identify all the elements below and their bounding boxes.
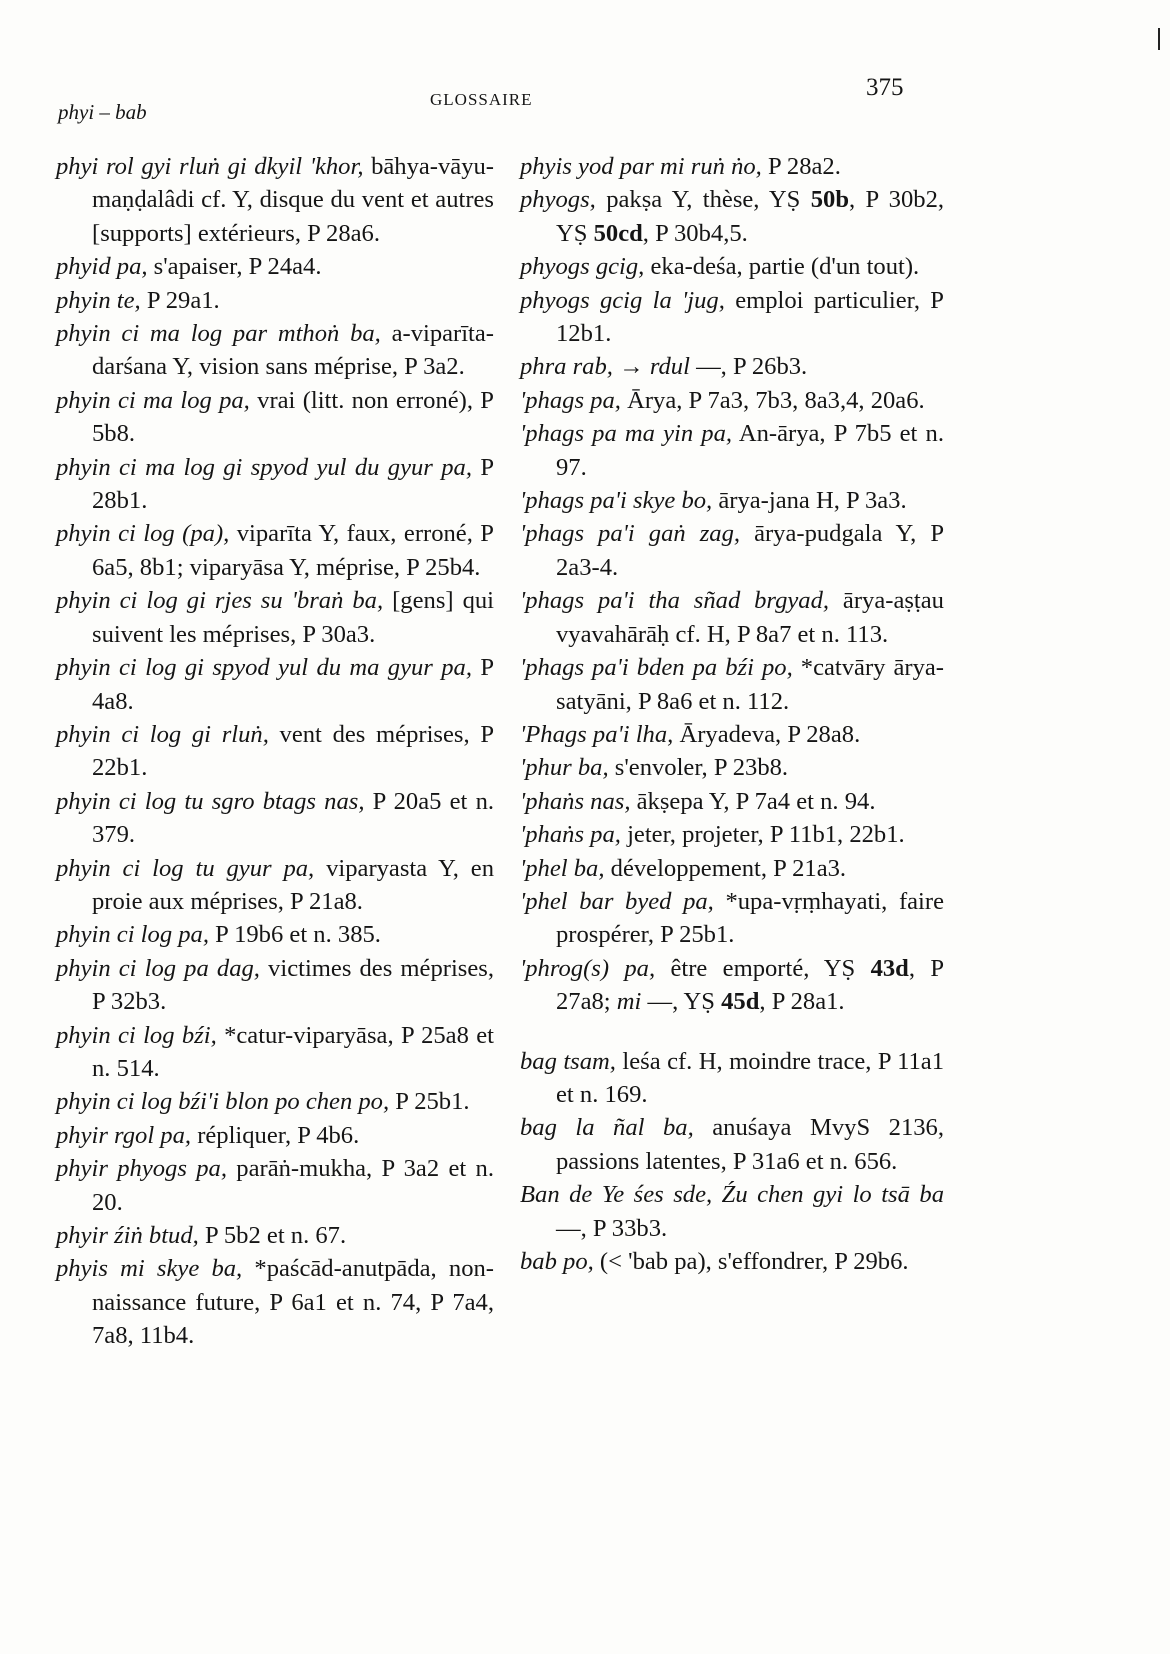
headword: phyin ci log tu sgro btags nas, (56, 787, 365, 815)
bold-reference: 50cd (587, 219, 643, 247)
headword: 'phags pa'i skye bo, (520, 487, 713, 515)
headword: 'phur ba, (520, 754, 609, 782)
entry-text: , P 30b2, YṢ (556, 186, 945, 247)
glossary-entry (56, 852, 494, 919)
entry-text: bāhya-vāyu-maṇḍalâdi cf. Y, disque du vent et autres [supports] extérieurs, P 28a6. (92, 153, 494, 247)
headword: phyis mi skye ba, (56, 1255, 243, 1283)
glossary-entry (520, 1178, 944, 1245)
glossary-entry (56, 250, 494, 283)
headword: phyogs gcig la 'jug, (520, 286, 725, 314)
glossary-entry (520, 250, 944, 283)
entry-text: P 25b1. (389, 1088, 470, 1116)
glossary-entry (520, 584, 944, 651)
headword: bag la ñal ba, (520, 1114, 694, 1142)
entry-text: *upa-vṛṃhayati, faire prospérer, P 25b1. (556, 887, 944, 949)
running-head-left: phyi – bab (58, 100, 147, 124)
running-head-title: GLOSSAIRE (430, 90, 533, 109)
glossary-entry (56, 1119, 494, 1152)
entry-text: → (612, 353, 650, 381)
headword: 'phags pa'i tha sñad brgyad, (520, 587, 830, 615)
entry-text: —, P 33b3. (556, 1214, 668, 1242)
headword: phyir phyogs pa, (56, 1155, 227, 1183)
entry-text: ākṣepa Y, P 7a4 et n. 94. (630, 787, 876, 815)
bold-reference: 45d (714, 988, 760, 1016)
glossary-entry (56, 1219, 494, 1252)
headword: phyin ci ma log par mthoṅ ba, (56, 320, 381, 348)
entry-text: jeter, projeter, P 11b1, 22b1. (620, 821, 905, 849)
entry-text: eka-deśa, partie (d'un tout). (644, 253, 920, 281)
entry-text: Ārya, P 7a3, 7b3, 8a3,4, 20a6. (620, 386, 925, 414)
glossary-entry (520, 384, 944, 417)
bold-reference: 50b (800, 186, 850, 214)
glossary-entry (520, 517, 944, 584)
glossary-entry (520, 183, 944, 250)
glossary-entry (56, 651, 494, 718)
entry-text: , P 28a1. (759, 988, 845, 1016)
headword: 'phags pa'i bden pa bźi po, (520, 654, 793, 682)
entry-text: anuśaya MvyS 2136, passions latentes, P 31a6 et n. 656. (556, 1114, 944, 1175)
glossary-entry (56, 785, 494, 852)
entry-text: s'envoler, P 23b8. (608, 754, 789, 782)
glossary-entry (56, 584, 494, 651)
entry-text: *catur-viparyāsa, P 25a8 et n. 514. (92, 1021, 494, 1082)
headword: 'phags pa'i gaṅ zag, (520, 520, 741, 548)
glossary-entry (520, 350, 944, 383)
entry-text: emploi particulier, P 12b1. (556, 286, 944, 348)
glossary-entry (56, 718, 494, 785)
headword: phyin ci log tu gyur pa, (56, 854, 315, 882)
headword: bag tsam, (520, 1047, 616, 1075)
headword: phyin ci log gi rluṅ, (56, 720, 269, 748)
headword: 'Phags pa'i lha, (520, 720, 674, 748)
glossary-entry (520, 818, 944, 851)
headword: phyid pa, (56, 253, 148, 281)
bold-reference: 43d (855, 954, 909, 982)
entry-text: P 28a2. (761, 153, 841, 180)
headword: phyogs, (520, 186, 596, 214)
entry-text: viparīta Y, faux, erroné, P 6a5, 8b1; viparyāsa Y, méprise, P 25b4. (92, 520, 494, 581)
glossary-entry (520, 718, 944, 751)
glossary-entry (520, 1245, 944, 1278)
glossary-entry (520, 417, 944, 484)
glossary-entry (56, 517, 494, 584)
headword: Ban de Ye śes sde, Źu chen gyi lo tsā ba (520, 1181, 944, 1209)
headword: phyi rol gyi rluṅ gi dkyil 'khor, (56, 153, 364, 180)
entry-text: victimes des méprises, P 32b3. (92, 954, 494, 1016)
headword: 'phel bar byed pa, (520, 887, 714, 915)
left-column (56, 150, 494, 1353)
headword: phyir źiṅ btud, (56, 1222, 199, 1249)
entry-text: *paścād-anutpāda, non-naissance future, P 6a1 et n. 74, P 7a4, 7a8, 11b4. (92, 1255, 494, 1350)
glossary-entry (56, 451, 494, 518)
entry-text: s'apaiser, P 24a4. (147, 253, 322, 281)
entry-text: leśa cf. H, moindre trace, P 11a1 et n. 169. (556, 1047, 944, 1108)
entry-text: P 29a1. (140, 286, 220, 314)
entry-text: a-viparīta-darśana Y, vision sans méprise, P 3a2. (92, 320, 494, 381)
glossary-entry (520, 852, 944, 885)
headword: phyin ci log gi rjes su 'braṅ ba, (56, 587, 384, 615)
entry-text: répliquer, P 4b6. (191, 1121, 360, 1149)
headword: phyin te, (56, 286, 141, 314)
glossary-entry (56, 1085, 494, 1118)
entry-text: développement, P 21a3. (604, 854, 847, 882)
entry-text: (< 'bab pa), s'effondrer, P 29b6. (593, 1248, 909, 1275)
headword: phyin ci log (pa), (56, 520, 230, 548)
headword: phyogs gcig, (520, 253, 645, 281)
headword-secondary: rdul (649, 353, 690, 381)
glossary-entry (520, 651, 944, 718)
entry-text: être emporté, YṢ (655, 954, 856, 982)
headword: 'phaṅs nas, (520, 787, 631, 815)
glossary-entry (56, 317, 494, 384)
entry-text: An-ārya, P 7b5 et n. 97. (556, 420, 944, 481)
headword-secondary: mi (616, 988, 642, 1016)
glossary-entry (56, 1152, 494, 1219)
headword: 'phaṅs pa, (520, 821, 621, 849)
glossary-entry (56, 1252, 494, 1352)
entry-text: —, P 26b3. (689, 353, 808, 381)
entry-text: Āryadeva, P 28a8. (673, 720, 861, 748)
entry-text: pakṣa Y, thèse, YṢ (595, 186, 801, 214)
glossary-entry (56, 284, 494, 317)
entry-text: P 20a5 et n. 379. (92, 787, 495, 849)
entry-text: ārya-jana H, P 3a3. (712, 487, 907, 515)
headword: phyin ci log pa, (56, 921, 210, 949)
glossary-entry (520, 952, 944, 1019)
entry-text: P 28b1. (92, 453, 494, 515)
entry-text: P 19b6 et n. 385. (209, 921, 381, 949)
glossary-entry (56, 150, 494, 250)
entry-text: , P 30b4,5. (642, 219, 748, 247)
glossary-entry (520, 1045, 944, 1112)
headword: phyin ci log pa dag, (56, 954, 260, 982)
entry-text: vrai (litt. non erroné), P 5b8. (92, 386, 494, 448)
glossary-entry (520, 751, 944, 784)
entry-text: P 4a8. (92, 654, 494, 715)
glossary-entry (56, 952, 494, 1019)
headword: 'phrog(s) pa, (520, 954, 656, 982)
glossary-entry (56, 918, 494, 951)
glossary-entry (520, 785, 944, 818)
headword: phyin ci log bźi, (56, 1021, 217, 1049)
headword: phyin ci log gi spyod yul du ma gyur pa, (56, 654, 472, 682)
glossary-entry (520, 284, 944, 351)
headword: phyin ci ma log pa, (56, 386, 250, 414)
glossary-entry (520, 484, 944, 517)
entry-text: —, YṢ (641, 988, 715, 1016)
headword: 'phags pa ma yin pa, (520, 420, 733, 448)
entry-text: ārya-aṣṭau vyavahārāḥ cf. H, P 8a7 et n. 113. (556, 587, 944, 648)
entry-text: *catvāry ārya-satyāni, P 8a6 et n. 112. (556, 654, 944, 715)
headword: phyin ci ma log gi spyod yul du gyur pa, (56, 453, 472, 481)
entry-text: P 5b2 et n. 67. (198, 1222, 347, 1249)
headword: phyis yod par mi ruṅ ṅo, (520, 153, 762, 180)
right-column (520, 150, 944, 1278)
glossary-entry (520, 150, 944, 183)
entry-text: vent des méprises, P 22b1. (92, 720, 494, 782)
entry-text: , P 27a8; (556, 954, 944, 1016)
headword: phra rab, (520, 353, 613, 381)
page-number: 375 (866, 74, 904, 101)
headword: phyin ci log bźi'i blon po chen po, (56, 1088, 390, 1116)
headword: phyir rgol pa, (56, 1121, 192, 1149)
entry-text: [gens] qui suivent les méprises, P 30a3. (92, 587, 494, 648)
entry-text: viparyasta Y, en proie aux méprises, P 21a8. (92, 854, 494, 915)
glossary-entry (520, 885, 944, 952)
headword: 'phags pa, (520, 386, 621, 414)
entry-text: parāṅ-mukha, P 3a2 et n. 20. (92, 1155, 494, 1216)
glossary-entry (56, 384, 494, 451)
headword: bab po, (520, 1248, 594, 1275)
glossary-entry (56, 1019, 494, 1086)
scan-edge-mark (1158, 28, 1160, 50)
entry-text: ārya-pudgala Y, P 2a3-4. (556, 520, 945, 581)
glossary-entry (520, 1111, 944, 1178)
headword: 'phel ba, (520, 854, 605, 882)
